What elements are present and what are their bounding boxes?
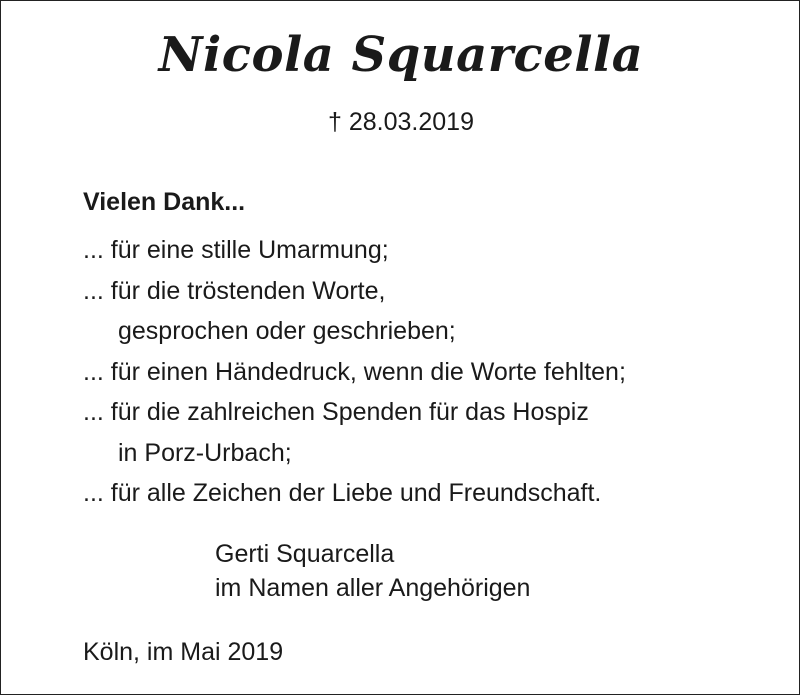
- thanks-line: ... für die zahlreichen Spenden für das Hospiz: [83, 398, 589, 426]
- thanks-line: ... für eine stille Umarmung;: [83, 236, 389, 264]
- place-date: Köln, im Mai 2019: [83, 638, 284, 666]
- thanks-heading: Vielen Dank...: [83, 188, 246, 216]
- signature-name: Gerti Squarcella: [215, 540, 395, 568]
- deceased-name: Nicola Squarcella: [158, 27, 644, 83]
- thanks-line: ... für die tröstenden Worte,: [83, 276, 386, 305]
- signature-subtitle: im Namen aller Angehörigen: [215, 574, 531, 602]
- signature-block: [215, 537, 530, 605]
- thanks-line: ... für einen Händedruck, wenn die Worte fehlten;: [83, 357, 626, 386]
- thanks-line: ... für alle Zeichen der Liebe und Freundschaft.: [83, 479, 602, 507]
- death-date: † 28.03.2019: [328, 108, 474, 136]
- thanks-line-continuation: gesprochen oder geschrieben;: [118, 317, 456, 345]
- thanks-lines: [83, 230, 626, 514]
- thanks-line-continuation: in Porz-Urbach;: [118, 438, 292, 467]
